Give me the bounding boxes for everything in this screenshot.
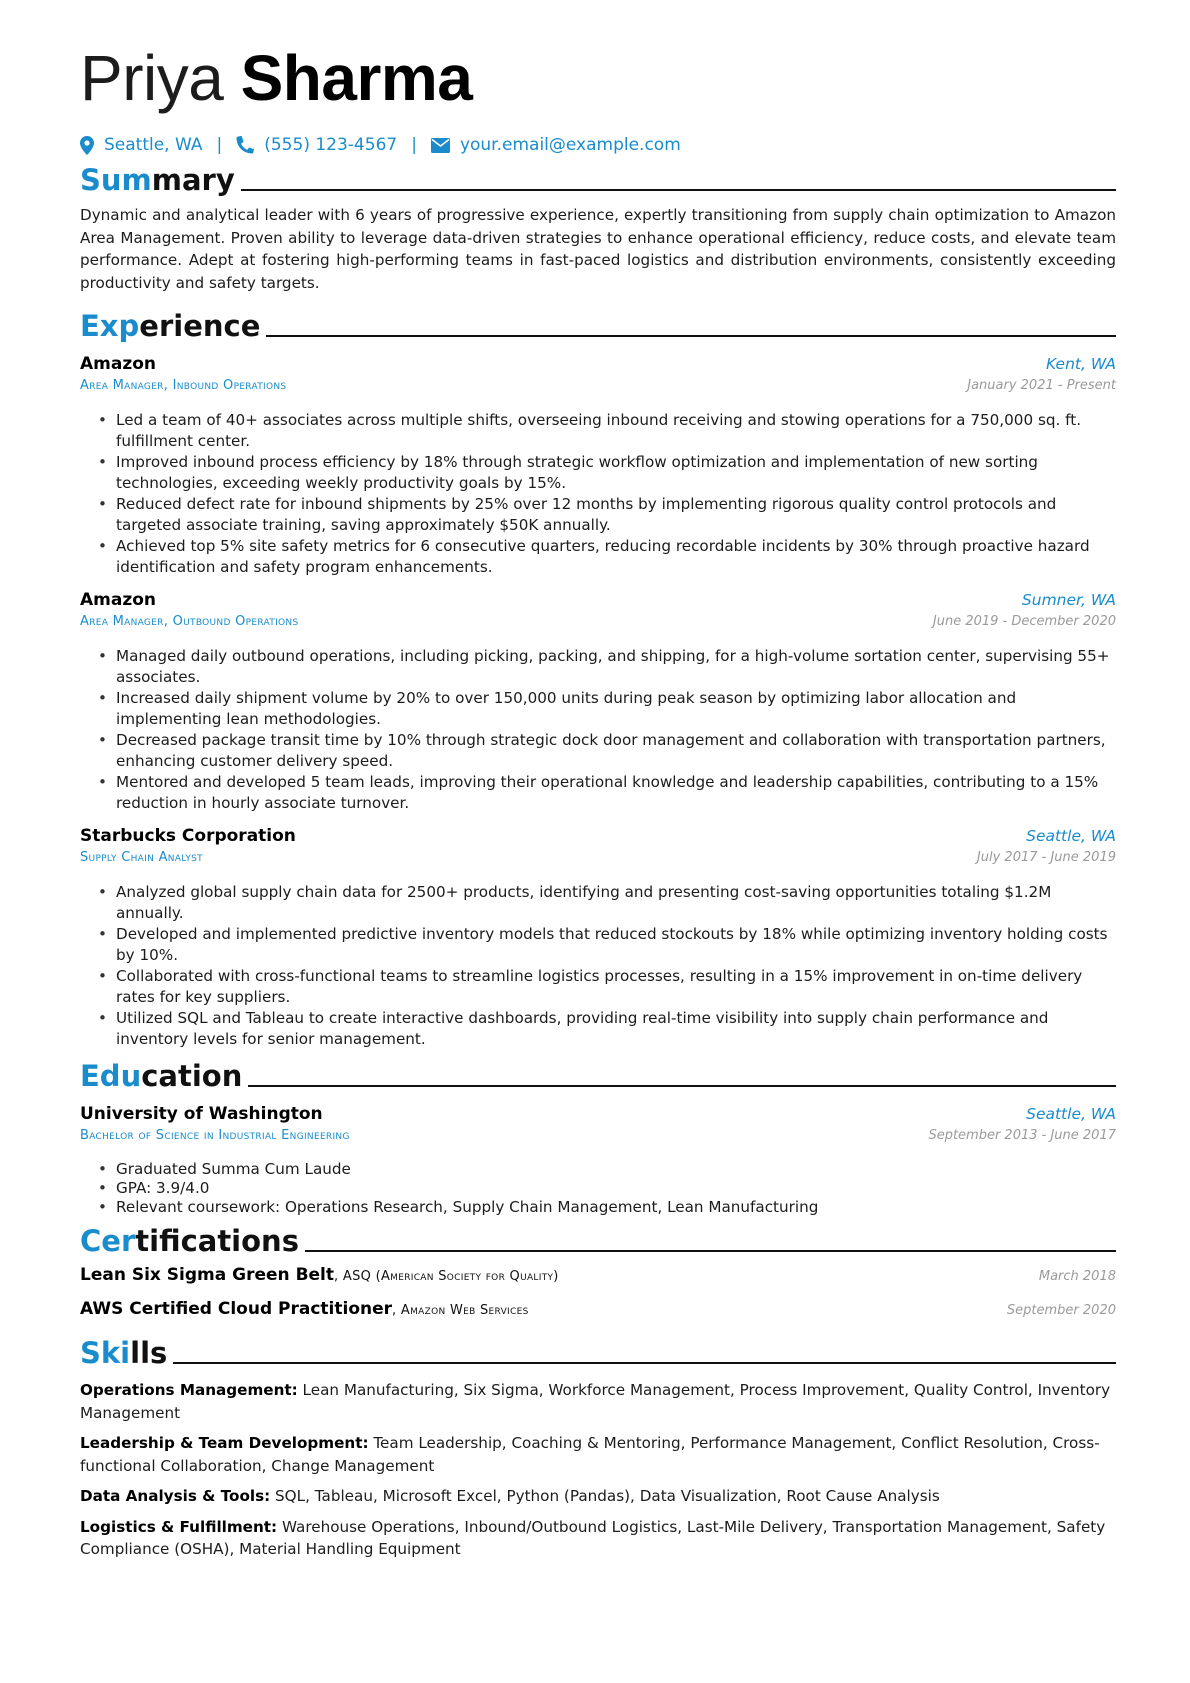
section-title <box>80 308 260 344</box>
section-header-education <box>80 1056 1116 1094</box>
company-name: Amazon <box>80 354 157 374</box>
skills-list <box>80 1379 1116 1561</box>
skill-items: Warehouse Operations, Inbound/Outbound Logistics, Last-Mile Delivery, Transportation Management, Safety Compliance (OSHA), Material Handling Equipment <box>80 1517 1106 1558</box>
list-item: • Increased daily shipment volume by 20% to over 150,000 units during peak season by optimizing labor allocation and implementing lean methodologies. <box>96 688 1116 730</box>
section-rule <box>248 1085 1116 1087</box>
education-dates: September 2013 - June 2017 <box>928 1128 1116 1143</box>
map-pin-icon <box>80 136 94 155</box>
list-item: • Managed daily outbound operations, including picking, packing, and shipping, for a high-volume sortation center, supervising 55+ associates. <box>96 646 1116 688</box>
job-dates: January 2021 - Present <box>967 378 1116 393</box>
skill-items: Team Leadership, Coaching & Mentoring, Performance Management, Conflict Resolution, Cross-functional Collaboration, Change Management <box>80 1434 1100 1475</box>
title-accent: Cer <box>80 1224 136 1258</box>
section-rule <box>241 189 1116 191</box>
separator: | <box>216 135 223 155</box>
section-rule <box>173 1362 1116 1364</box>
contact-email[interactable] <box>431 135 681 155</box>
envelope-icon <box>431 138 450 153</box>
job-role: Area Manager, Inbound Operations <box>80 378 287 393</box>
list-item: • Collaborated with cross-functional teams to streamline logistics processes, resulting in a 15% improvement in on-time delivery rates for key suppliers. <box>96 966 1116 1008</box>
resume-page <box>80 38 1116 1569</box>
title-rest: lls <box>130 1336 168 1370</box>
section-header-certifications <box>80 1221 1116 1259</box>
job-role: Area Manager, Outbound Operations <box>80 614 299 629</box>
job-dates: July 2017 - June 2019 <box>976 850 1116 865</box>
list-item: • Developed and implemented predictive inventory models that reduced stockouts by 18% while optimizing inventory holding costs by 10%. <box>96 924 1116 966</box>
certification-issuer: , Amazon Web Services <box>392 1303 529 1318</box>
list-item: • Decreased package transit time by 10% through strategic dock door management and collaboration with transportation partners, enhancing customer delivery speed. <box>96 730 1116 772</box>
certification-name: Lean Six Sigma Green Belt <box>80 1265 335 1285</box>
contact-location <box>80 135 203 155</box>
list-item: • Utilized SQL and Tableau to create interactive dashboards, providing real-time visibility into supply chain performance and inventory levels for senior management. <box>96 1008 1116 1050</box>
section-title <box>80 1058 242 1094</box>
title-rest: tifications <box>135 1224 299 1258</box>
education-entry <box>80 1104 1116 1217</box>
location-text: Seattle, WA <box>104 135 203 155</box>
first-name: Priya <box>80 42 224 114</box>
title-rest: cation <box>141 1059 243 1093</box>
list-item: • Relevant coursework: Operations Research, Supply Chain Management, Lean Manufacturing <box>96 1198 1116 1217</box>
company-name: Amazon <box>80 590 157 610</box>
certification-item <box>80 1299 1116 1333</box>
degree: Bachelor of Science in Industrial Engineering <box>80 1128 350 1143</box>
list-item: • Mentored and developed 5 team leads, improving their operational knowledge and leadership capabilities, contributing to a 15% reduction in hourly associate turnover. <box>96 772 1116 814</box>
list-item: • Achieved top 5% site safety metrics for 6 consecutive quarters, reducing recordable incidents by 30% through proactive hazard identification and safety program enhancements. <box>96 536 1116 578</box>
certification-date: September 2020 <box>1006 1303 1116 1318</box>
list-item: • GPA: 3.9/4.0 <box>96 1179 1116 1198</box>
experience-entry <box>80 826 1116 1050</box>
list-item: • Led a team of 40+ associates across multiple shifts, overseeing inbound receiving and stowing operations for a 750,000 sq. ft. fulfillment center. <box>96 410 1116 452</box>
skill-row <box>80 1516 1116 1561</box>
job-role: Supply Chain Analyst <box>80 850 203 865</box>
title-accent: Sum <box>80 163 152 197</box>
section-header-experience <box>80 306 1116 344</box>
list-item: • Improved inbound process efficiency by 18% through strategic workflow optimization and implementation of new sorting technologies, exceeding weekly productivity goals by 15%. <box>96 452 1116 494</box>
section-rule <box>266 335 1116 337</box>
phone-text[interactable]: (555) 123-4567 <box>264 135 398 155</box>
section-title <box>80 1335 167 1371</box>
title-accent: Ski <box>80 1336 131 1370</box>
skill-row <box>80 1379 1116 1424</box>
skill-row <box>80 1432 1116 1477</box>
school-location: Seattle, WA <box>1026 1105 1116 1123</box>
section-header-summary <box>80 160 1116 198</box>
skill-items: SQL, Tableau, Microsoft Excel, Python (Pandas), Data Visualization, Root Cause Analysis <box>270 1487 940 1505</box>
job-location: Kent, WA <box>1045 355 1116 373</box>
candidate-name <box>80 38 1116 118</box>
certification-issuer: , ASQ (American Society for Quality) <box>334 1269 559 1284</box>
list-item: • Graduated Summa Cum Laude <box>96 1160 1116 1179</box>
job-location: Seattle, WA <box>1026 827 1116 845</box>
bullet-list <box>80 410 1116 578</box>
skill-category: Logistics & Fulfillment: <box>80 1517 278 1536</box>
skill-row <box>80 1485 1116 1508</box>
skill-category: Operations Management: <box>80 1381 298 1399</box>
contact-phone[interactable] <box>236 135 397 155</box>
last-name: Sharma <box>240 42 473 114</box>
title-rest: erience <box>139 309 261 343</box>
certification-date: March 2018 <box>1038 1269 1116 1284</box>
skill-category: Leadership & Team Development: <box>80 1434 369 1452</box>
email-link[interactable]: your.email@example.com <box>459 135 681 155</box>
school-name: University of Washington <box>80 1104 323 1124</box>
job-dates: June 2019 - December 2020 <box>932 614 1116 629</box>
phone-icon <box>236 136 254 154</box>
bullet-list <box>80 882 1116 1050</box>
list-item: • Analyzed global supply chain data for 2500+ products, identifying and presenting cost-saving opportunities totaling $1.2M annually. <box>96 882 1116 924</box>
skill-category: Data Analysis & Tools: <box>80 1487 271 1505</box>
job-location: Sumner, WA <box>1021 591 1116 609</box>
title-accent: Exp <box>80 309 140 343</box>
section-header-skills <box>80 1333 1116 1371</box>
list-item: • Reduced defect rate for inbound shipments by 25% over 12 months by implementing rigorous quality control protocols and targeted associate training, saving approximately $50K annually. <box>96 494 1116 536</box>
experience-entry <box>80 590 1116 814</box>
skill-items: Lean Manufacturing, Six Sigma, Workforce Management, Process Improvement, Quality Control, Inventory Management <box>80 1381 1111 1422</box>
title-accent: Edu <box>80 1059 142 1093</box>
summary-text: Dynamic and analytical leader with 6 years of progressive experience, expertly transitioning from supply chain optimization to Amazon Area Management. Proven ability to leverage data-driven strategies to enhance operational efficiency, reduce costs, and elevate team performance. Adept at fostering high-performing teams in fast-paced logistics and distribution environments, consistently exceeding productivity and safety targets. <box>80 206 1116 292</box>
separator: | <box>411 135 417 155</box>
bullet-list <box>80 1160 1116 1217</box>
section-rule <box>305 1250 1116 1252</box>
company-name: Starbucks Corporation <box>80 826 296 846</box>
certification-list <box>80 1265 1116 1333</box>
bullet-list <box>80 646 1116 814</box>
section-title <box>80 1223 299 1259</box>
contact-line <box>80 132 1116 158</box>
section-title <box>80 162 235 198</box>
experience-entry <box>80 354 1116 578</box>
certification-name: AWS Certified Cloud Practitioner <box>80 1299 393 1319</box>
certification-item <box>80 1265 1116 1299</box>
title-rest: mary <box>151 163 235 197</box>
